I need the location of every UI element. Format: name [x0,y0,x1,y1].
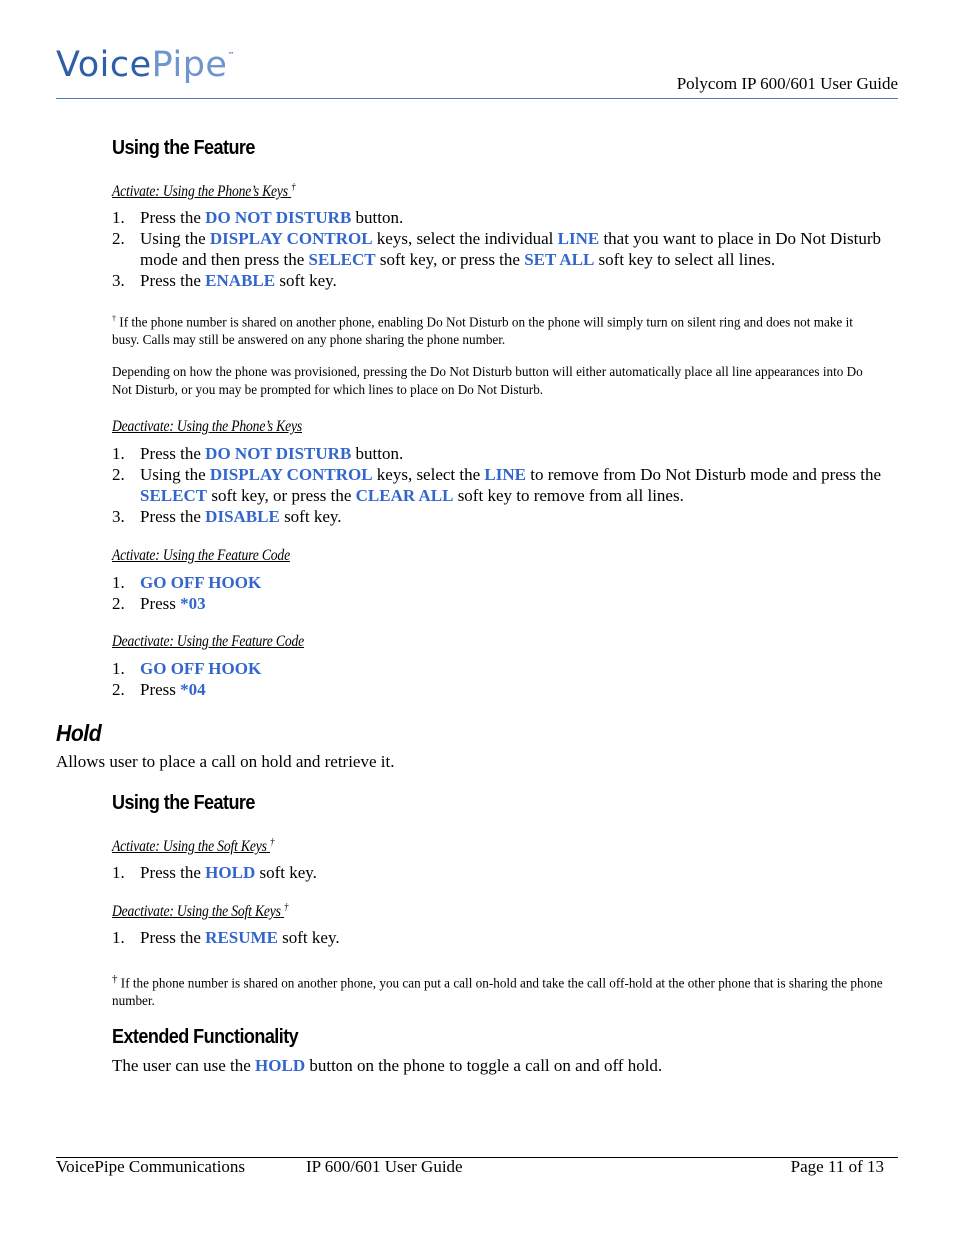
list-item [112,228,892,270]
list-item [112,572,892,593]
list-number: 3. [112,507,125,526]
list-item [112,270,892,291]
list-number: 1. [112,573,125,592]
key-name: GO OFF HOOK [140,573,262,592]
step-text: soft key, or press the [207,486,356,505]
key-name: DISPLAY CONTROL [209,465,373,484]
feature-code: *04 [180,680,206,699]
hold-footnote [112,970,898,1010]
step-text: Press the [140,863,206,882]
key-name: DO NOT DISTURB [205,208,352,227]
footer-guide-title: IP 600/601 User Guide [306,1157,463,1176]
footer-company: VoicePipe Communications [56,1157,246,1176]
step-text: keys, select the [372,465,485,484]
footnote-text: If the phone number is shared on another phone, enabling Do Not Disturb on the phone will simply turn on silent ring and does not make it busy. Calls may still be answered on any phone sharing the phone number. [112,314,853,348]
step-text: to remove from Do Not Disturb mode and press the [526,465,882,484]
step-text: Using the [140,465,210,484]
key-name: SELECT [308,250,376,269]
key-name: LINE [484,465,526,484]
key-name: CLEAR ALL [355,486,454,505]
list-number: 1. [112,208,125,227]
step-text: soft key. [277,928,340,947]
list-item [112,207,892,228]
list-number: 2. [112,465,125,484]
header-title: Polycom IP 600/601 User Guide [676,74,898,93]
list-item [112,593,892,614]
body-text: The user can use the [112,1056,256,1075]
step-text: Press the [140,507,206,526]
subheading-deactivate-soft-keys [112,902,288,921]
dnd-provisioning-note: Depending on how the phone was provisioned, pressing the Do Not Disturb button will either automatically place all line appearances into Do Not Disturb, or you may be prompted for which lines to place on Do Not Disturb. [112,364,863,397]
step-text: Press the [140,271,206,290]
section-heading-extended-functionality: Extended Functionality [112,1026,299,1048]
header-rule [56,98,898,99]
hold-deactivate-steps-list [112,927,892,948]
step-text: soft key. [279,507,342,526]
logo-pipe-text: Pipe [151,45,228,85]
list-item [112,443,892,464]
logo-voice-text: Voice [56,45,152,85]
list-number: 1. [112,928,125,947]
deactivate-code-steps-list [112,658,892,700]
step-text: soft key, or press the [375,250,525,269]
step-text: Press [140,680,181,699]
subheading-deactivate-feature-code: Deactivate: Using the Feature Code [112,633,304,650]
step-text: soft key. [275,271,337,290]
list-number: 2. [112,680,125,699]
dagger-mark: † [291,182,296,193]
key-name: DISABLE [205,507,280,526]
hold-intro: Allows user to place a call on hold and retrieve it. [56,752,395,771]
subheading-text: Activate: Using the Phone’s Keys [112,183,288,201]
key-name: GO OFF HOOK [140,659,262,678]
step-text: soft key to select all lines. [594,250,776,269]
list-item [112,464,892,506]
dagger-mark: † [284,902,289,913]
key-name: DISPLAY CONTROL [209,229,373,248]
subheading-activate-soft-keys [112,837,274,856]
subheading-text: Deactivate: Using the Soft Keys [112,903,281,921]
list-number: 1. [112,863,125,882]
step-text: soft key. [255,863,317,882]
step-text: soft key to remove from all lines. [453,486,684,505]
extended-functionality-text [112,1056,662,1076]
list-number: 1. [112,444,125,463]
key-name: HOLD [205,863,256,882]
hold-activate-steps-list [112,862,892,883]
dnd-footnote [112,310,882,349]
dagger-mark: † [112,973,118,985]
key-name: LINE [557,229,600,248]
list-item [112,658,892,679]
key-name: SELECT [140,486,208,505]
key-name: DO NOT DISTURB [205,444,352,463]
logo-trademark: ™ [227,51,235,59]
dagger-mark: † [112,314,116,323]
step-text: keys, select the individual [372,229,558,248]
step-text: Press the [140,208,206,227]
activate-steps-list [112,207,892,291]
section-heading-using-feature: Using the Feature [112,792,255,814]
footer-page-number: Page 11 of 13 [790,1157,884,1176]
footnote-text: If the phone number is shared on another phone, you can put a call on-hold and take the call off-hold at the other phone that is sharing the phone number. [112,975,883,1009]
list-number: 2. [112,594,125,613]
step-text: button. [351,208,404,227]
step-text: Press the [140,444,206,463]
list-item [112,679,892,700]
step-text: that you want to place in Do Not Disturb mode and then press the [140,229,882,269]
subheading-activate-phone-keys [112,182,295,201]
subheading-deactivate-phone-keys: Deactivate: Using the Phone’s Keys [112,418,302,435]
list-number: 2. [112,229,125,248]
list-number: 1. [112,659,125,678]
section-heading-using-feature: Using the Feature [112,137,255,159]
key-name: ENABLE [205,271,276,290]
list-item [112,862,892,883]
dagger-mark: † [270,837,275,848]
key-name: SET ALL [524,250,595,269]
voicepipe-logo [56,45,235,85]
subheading-activate-feature-code: Activate: Using the Feature Code [112,547,290,564]
activate-code-steps-list [112,572,892,614]
body-text: button on the phone to toggle a call on and off hold. [305,1056,663,1075]
step-text: Press [140,594,181,613]
list-item [112,927,892,948]
list-number: 3. [112,271,125,290]
step-text: Press the [140,928,206,947]
section-heading-hold: Hold [56,720,102,746]
subheading-text: Activate: Using the Soft Keys [112,838,267,856]
deactivate-steps-list [112,443,892,527]
step-text: button. [351,444,404,463]
feature-code: *03 [180,594,206,613]
key-name: RESUME [205,928,278,947]
step-text: Using the [140,229,210,248]
key-name: HOLD [255,1056,306,1075]
list-item [112,506,892,527]
